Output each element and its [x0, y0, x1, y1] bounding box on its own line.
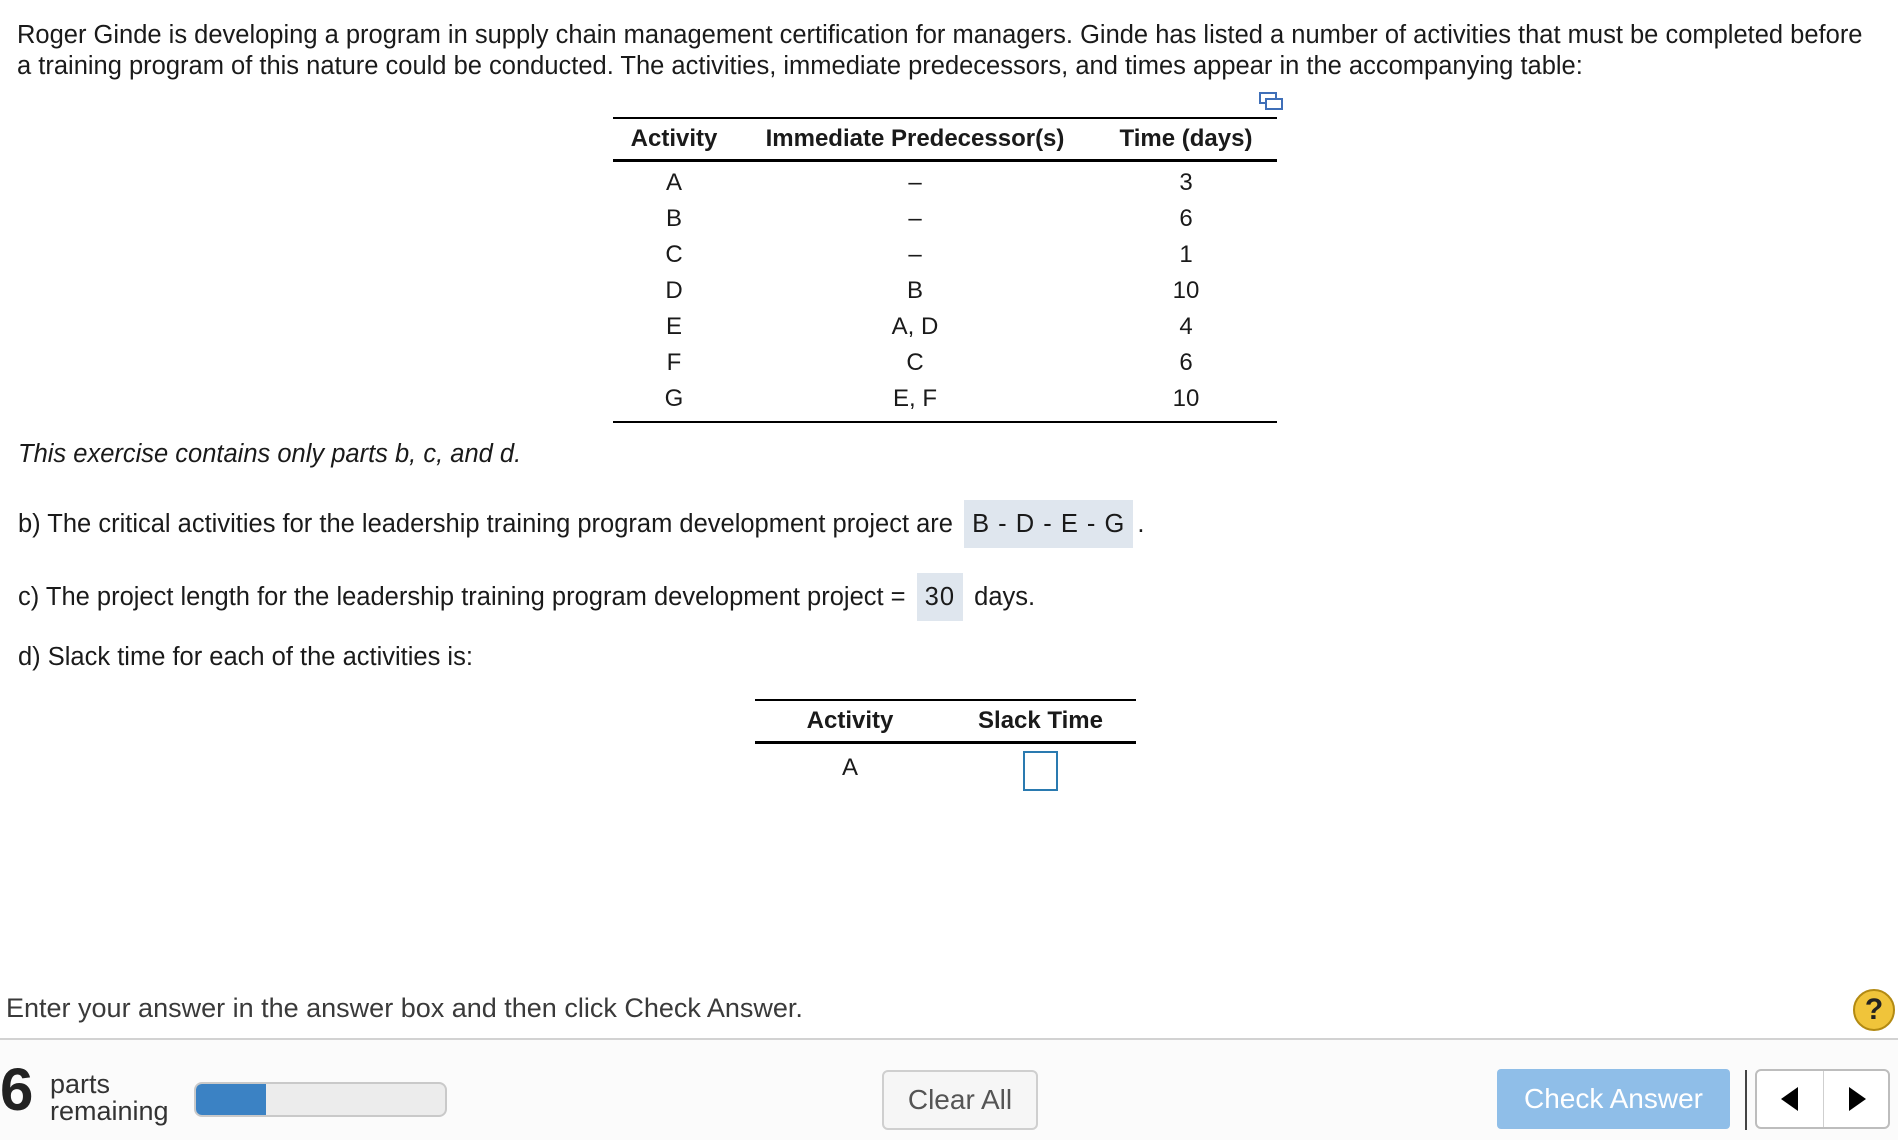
previous-button[interactable] [1757, 1071, 1824, 1127]
cell-time: 6 [1179, 205, 1193, 232]
table-row [613, 345, 1277, 381]
cell-time: 3 [1179, 169, 1193, 196]
parts-remaining-count: 6 [0, 1056, 34, 1123]
cell-activity: E [665, 313, 682, 340]
cell-predecessor: – [908, 169, 922, 196]
table-row [613, 201, 1277, 237]
cell-predecessor: C [906, 349, 924, 376]
cell-activity: A [841, 754, 858, 781]
slack-time-table [755, 699, 1136, 792]
col-header-slack-time: Slack Time [945, 700, 1136, 743]
clear-all-button[interactable]: Clear All [882, 1070, 1038, 1130]
cell-activity: G [664, 385, 684, 412]
table-row [613, 237, 1277, 273]
triangle-right-icon [1845, 1085, 1869, 1113]
table-header-row [613, 118, 1277, 161]
col-header-activity: Activity [613, 118, 735, 161]
activity-table [613, 117, 1277, 423]
part-b-text: b) The critical activities for the leadership training program development project are [18, 510, 953, 538]
cell-predecessor: B [906, 277, 923, 304]
cell-activity: B [665, 205, 682, 232]
cell-activity: F [666, 349, 682, 376]
table-header-row [755, 700, 1136, 743]
triangle-left-icon [1778, 1085, 1802, 1113]
cell-time: 1 [1179, 241, 1193, 268]
cell-predecessor: A, D [891, 313, 939, 340]
col-header-predecessors: Immediate Predecessor(s) [735, 118, 1095, 161]
col-header-activity: Activity [755, 700, 945, 743]
progress-bar [194, 1082, 447, 1117]
cell-time: 10 [1172, 385, 1200, 412]
cell-activity: C [665, 241, 683, 268]
exercise-note: This exercise contains only parts b, c, and d. [18, 440, 522, 468]
part-b-suffix: . [1137, 510, 1145, 538]
part-c-suffix: days. [974, 583, 1036, 611]
progress-fill [196, 1084, 266, 1115]
footer-bar [0, 1040, 1898, 1140]
question-intro: Roger Ginde is developing a program in supply chain management certification for managers. Ginde has listed a number of activities that must be completed before a training program of this nature could be conducted. The activities, immediate predecessors, and times appear in the accompanying table: [17, 21, 1863, 80]
table-row [613, 161, 1277, 202]
cell-predecessor: – [908, 241, 922, 268]
remaining-label: remaining [50, 1096, 169, 1126]
cell-activity: A [665, 169, 682, 196]
check-answer-button[interactable]: Check Answer [1497, 1069, 1730, 1129]
table-row [613, 381, 1277, 422]
toolbar-separator [1745, 1070, 1747, 1130]
table-row [613, 309, 1277, 345]
part-c-text: c) The project length for the leadership training program development project = [18, 583, 906, 611]
cell-activity: D [665, 277, 683, 304]
cell-predecessor: – [908, 205, 922, 232]
part-b [18, 500, 1144, 548]
table-row [755, 743, 1136, 793]
col-header-time: Time (days) [1095, 118, 1277, 161]
cell-predecessor: E, F [892, 385, 937, 412]
cell-time: 6 [1179, 349, 1193, 376]
part-d-text: d) Slack time for each of the activities is: [18, 643, 473, 671]
cell-time: 4 [1179, 313, 1193, 340]
project-length-answer[interactable]: 30 [917, 573, 963, 621]
next-button[interactable] [1824, 1071, 1890, 1127]
cell-slack [945, 743, 1136, 793]
part-c [18, 573, 1035, 621]
slack-answer-input[interactable] [1023, 751, 1058, 791]
parts-label: parts [50, 1069, 111, 1099]
part-d [18, 637, 473, 677]
question-nav [1755, 1069, 1890, 1129]
copy-table-icon[interactable] [1258, 91, 1284, 113]
cell-time: 10 [1172, 277, 1200, 304]
instruction-text: Enter your answer in the answer box and then click Check Answer. [6, 993, 803, 1023]
help-icon[interactable]: ? [1853, 989, 1895, 1031]
table-row [613, 273, 1277, 309]
critical-activities-answer[interactable]: B - D - E - G [964, 500, 1133, 548]
